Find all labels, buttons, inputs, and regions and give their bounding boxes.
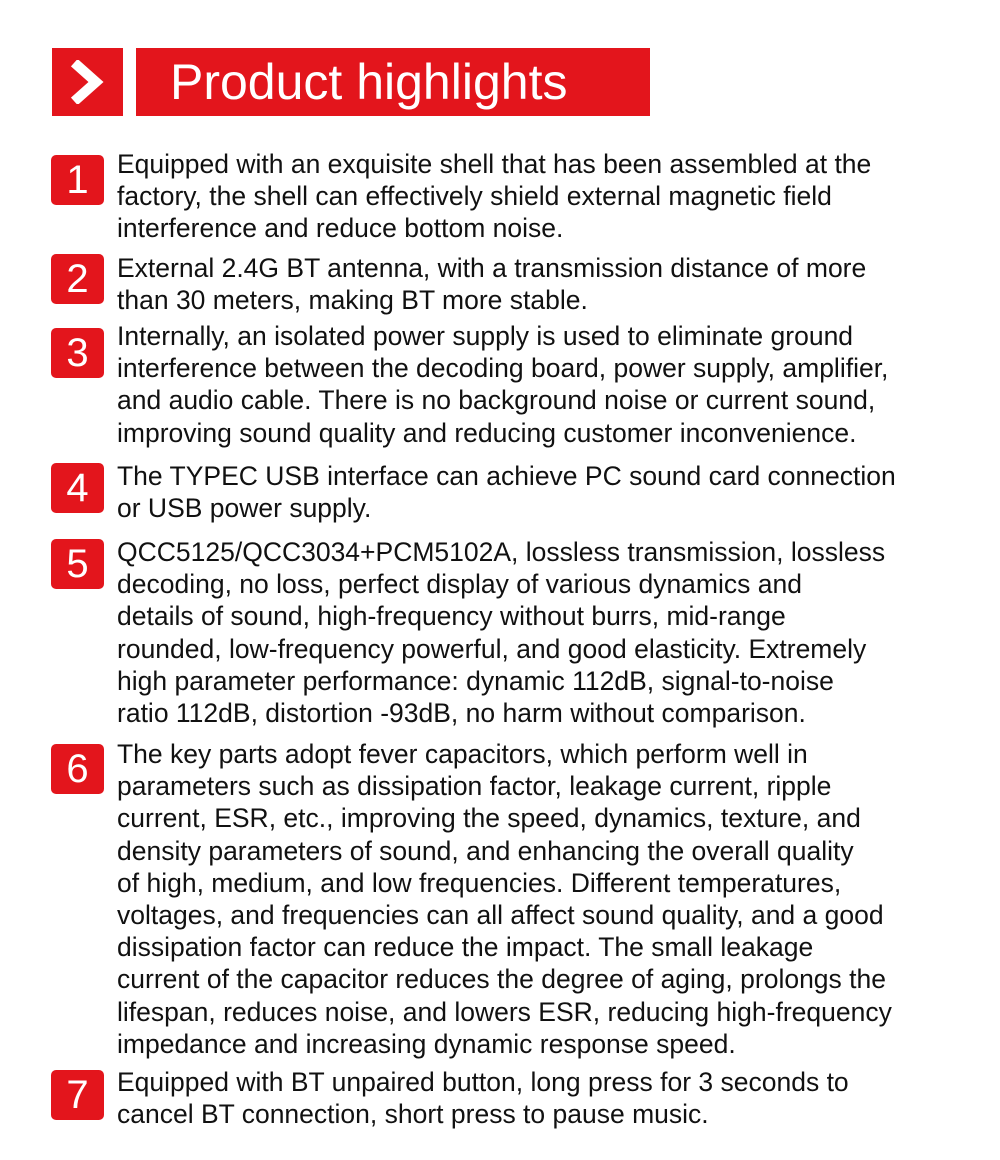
number-badge: 5 xyxy=(51,539,104,589)
number-badge: 2 xyxy=(51,254,104,304)
number-badge: 6 xyxy=(51,744,104,794)
highlight-text: The TYPEC USB interface can achieve PC sound card connection or USB power supply. xyxy=(117,461,896,524)
highlight-text: QCC5125/QCC3034+PCM5102A, lossless transmission, lossless decoding, no loss, perfect display of various dynamics and details of sound, high-frequency without burrs, mid-range rounded, low-frequency powerful, and good elasticity. Extremely high parameter performance: dynamic 112dB, signal-to-noise ratio 112dB, distortion -93dB, no harm without comparison. xyxy=(117,537,886,729)
highlight-text: Equipped with an exquisite shell that has been assembled at the factory, the shell can effectively shield external magnetic field interference and reduce bottom noise. xyxy=(117,149,872,244)
highlight-text: The key parts adopt fever capacitors, which perform well in parameters such as dissipation factor, leakage current, ripple current, ESR, etc., improving the speed, dynamics, texture, and density parameters of sound, and enhancing the overall quality of high, medium, and low frequencies. Different temperatures, voltages, and frequencies can all affect sound quality, and a good dissipation factor can reduce the impact. The small leakage current of the capacitor reduces the degree of aging, prolongs the lifespan, reduces noise, and lowers ESR, reducing high-frequency impedance and increasing dynamic response speed. xyxy=(117,739,892,1059)
highlight-text: Internally, an isolated power supply is used to eliminate ground interference between the decoding board, power supply, amplifier, and audio cable. There is no background noise or current sound, improving sound quality and reducing customer inconvenience. xyxy=(117,321,889,448)
number-badge: 4 xyxy=(51,463,104,513)
number-badge: 7 xyxy=(51,1070,104,1120)
highlight-text: External 2.4G BT antenna, with a transmission distance of more than 30 meters, making BT more stable. xyxy=(117,253,867,316)
highlight-text: Equipped with BT unpaired button, long press for 3 seconds to cancel BT connection, short press to pause music. xyxy=(117,1067,849,1130)
page-title: Product highlights xyxy=(136,48,650,116)
number-badge: 1 xyxy=(51,155,104,205)
section-header xyxy=(52,48,650,116)
number-badge: 3 xyxy=(51,328,104,378)
chevron-right-icon xyxy=(52,48,123,116)
